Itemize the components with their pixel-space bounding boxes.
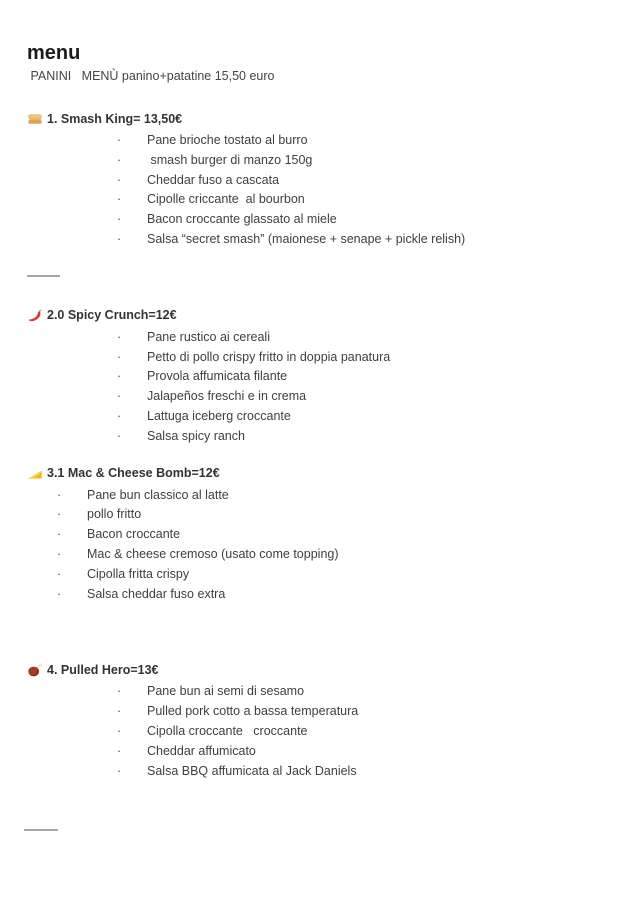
menu-item-text: Salsa spicy ranch xyxy=(147,428,245,443)
section-divider xyxy=(27,275,60,277)
section-title: 3.1 Mac & Cheese Bomb=12€ xyxy=(47,466,220,481)
menu-item-text: Pane bun classico al latte xyxy=(87,487,229,502)
bullet-icon: · xyxy=(57,527,62,542)
menu-item xyxy=(117,151,613,171)
menu-item-text: pollo fritto xyxy=(87,507,142,522)
menu-item xyxy=(117,171,613,191)
menu-item-text: Bacon croccante glassato al miele xyxy=(147,212,337,227)
bullet-icon: · xyxy=(117,684,122,699)
menu-item-text: Mac & cheese cremoso (usato come topping) xyxy=(87,546,339,561)
menu-item xyxy=(117,407,613,427)
menu-item xyxy=(57,505,613,525)
section-title: 2.0 Spicy Crunch=12€ xyxy=(47,308,177,323)
menu-item-text: Cheddar fuso a cascata xyxy=(147,172,280,187)
section-title: 4. Pulled Hero=13€ xyxy=(47,662,159,677)
menu-item xyxy=(117,427,613,447)
menu-item xyxy=(57,545,613,565)
menu-sections xyxy=(27,111,613,831)
cheese-icon xyxy=(27,466,43,482)
bullet-icon: · xyxy=(117,349,122,364)
section-header xyxy=(27,308,613,324)
menu-section xyxy=(27,111,613,250)
section-items xyxy=(27,131,613,250)
menu-item-text: Petto di pollo crispy fritto in doppia panatura xyxy=(147,349,391,364)
section-divider xyxy=(24,829,58,831)
page-title: menu xyxy=(27,42,81,64)
menu-item xyxy=(117,190,613,210)
menu-item-text: Jalapeños freschi e in crema xyxy=(147,389,307,404)
menu-item xyxy=(57,525,613,545)
section-title: 1. Smash King= 13,50€ xyxy=(47,111,183,126)
menu-item xyxy=(117,210,613,230)
menu-item xyxy=(117,230,613,250)
menu-item-text: Salsa cheddar fuso extra xyxy=(87,586,226,601)
menu-item xyxy=(117,702,613,722)
menu-item-text: Bacon croccante xyxy=(87,527,181,542)
menu-item xyxy=(117,742,613,762)
bullet-icon: · xyxy=(57,546,62,561)
menu-item xyxy=(57,486,613,506)
menu-item-text: Salsa BBQ affumicata al Jack Daniels xyxy=(147,763,357,778)
menu-item-text: Pane rustico ai cereali xyxy=(147,329,270,344)
chili-pepper-icon xyxy=(27,308,43,324)
section-items xyxy=(27,328,613,447)
bullet-icon: · xyxy=(57,507,62,522)
bullet-icon: · xyxy=(57,566,62,581)
bullet-icon: · xyxy=(117,723,122,738)
menu-item xyxy=(117,367,613,387)
bullet-icon: · xyxy=(57,586,62,601)
bullet-icon: · xyxy=(117,152,122,167)
bullet-icon: · xyxy=(117,192,122,207)
menu-section xyxy=(27,466,613,605)
menu-item xyxy=(117,722,613,742)
menu-item-text: Cipolle criccante al bourbon xyxy=(147,192,305,207)
bullet-icon: · xyxy=(117,133,122,147)
meat-on-bone-icon xyxy=(27,662,43,678)
bullet-icon: · xyxy=(117,428,122,443)
menu-item xyxy=(117,348,613,368)
menu-item-text: Provola affumicata filante xyxy=(147,369,288,384)
menu-item-text: Cipolla fritta crispy xyxy=(87,566,190,581)
menu-item xyxy=(117,328,613,348)
menu-section xyxy=(27,308,613,447)
sandwich-icon xyxy=(27,111,43,127)
bullet-icon: · xyxy=(117,369,122,384)
menu-item xyxy=(117,131,613,151)
menu-item-text: Cheddar affumicato xyxy=(147,743,256,758)
section-items xyxy=(27,682,613,781)
section-header xyxy=(27,466,613,482)
menu-item xyxy=(57,565,613,585)
bullet-icon: · xyxy=(117,212,122,227)
bullet-icon: · xyxy=(117,408,122,423)
menu-item-text: Pane brioche tostato al burro xyxy=(147,133,308,147)
menu-item xyxy=(57,585,613,605)
section-header xyxy=(27,662,613,678)
menu-item-text: Pulled pork cotto a bassa temperatura xyxy=(147,704,359,719)
menu-item-text: Lattuga iceberg croccante xyxy=(147,408,291,423)
bullet-icon: · xyxy=(117,763,122,778)
menu-item-text: smash burger di manzo 150g xyxy=(147,152,313,167)
menu-item-text: Salsa “secret smash” (maionese + senape + pickle relish) xyxy=(147,231,466,246)
menu-item xyxy=(117,387,613,407)
bullet-icon: · xyxy=(117,743,122,758)
bullet-icon: · xyxy=(117,329,122,344)
section-items xyxy=(27,486,613,605)
bullet-icon: · xyxy=(117,704,122,719)
menu-item-text: Pane bun ai semi di sesamo xyxy=(147,684,305,699)
section-header xyxy=(27,111,613,127)
menu-item xyxy=(117,682,613,702)
bullet-icon: · xyxy=(117,231,122,246)
bullet-icon: · xyxy=(117,172,122,187)
bullet-icon: · xyxy=(57,487,62,502)
menu-subtitle: PANINI MENÙ panino+patatine 15,50 euro xyxy=(27,69,275,83)
menu-item-text: Cipolla croccante croccante xyxy=(147,723,308,738)
bullet-icon: · xyxy=(117,389,122,404)
menu-item xyxy=(117,762,613,782)
menu-section xyxy=(27,662,613,781)
